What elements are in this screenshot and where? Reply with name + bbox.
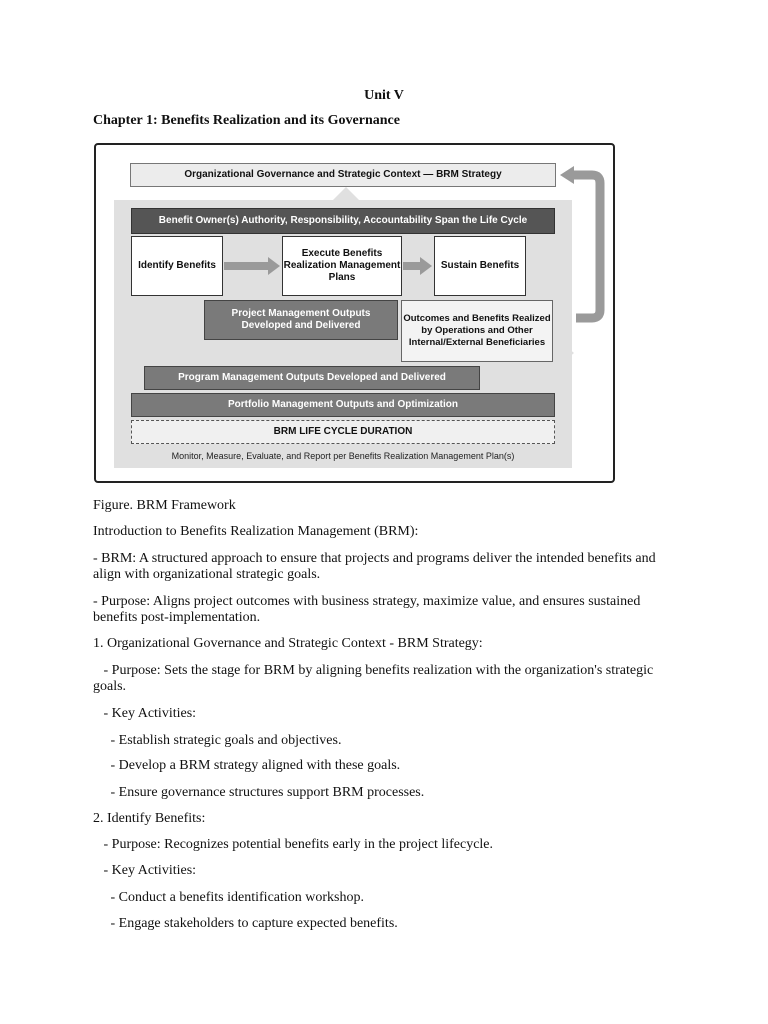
chapter-title: Chapter 1: Benefits Realization and its Governance	[93, 113, 400, 128]
section-1-activity: - Ensure governance structures support BRM processes.	[93, 785, 425, 800]
section-2-activity: - Engage stakeholders to capture expected benefits.	[93, 916, 398, 931]
section-2-heading: 2. Identify Benefits:	[93, 811, 206, 826]
lifecycle-duration-box: BRM LIFE CYCLE DURATION	[131, 420, 555, 444]
intro-heading: Introduction to Benefits Realization Management (BRM):	[93, 524, 419, 539]
arrow-right-icon	[420, 257, 432, 275]
arrow-right-icon	[268, 257, 280, 275]
portfolio-outputs-bar: Portfolio Management Outputs and Optimization	[131, 393, 555, 417]
brm-definition: - BRM: A structured approach to ensure that projects and programs deliver the intended benefits and align with organizational strategic goals.	[93, 551, 660, 582]
feedback-loop-arrow	[556, 163, 616, 363]
section-1-activity: - Establish strategic goals and objectives.	[93, 733, 342, 748]
brm-framework-figure	[94, 143, 615, 483]
section-1-activity: - Develop a BRM strategy aligned with these goals.	[93, 758, 401, 773]
arrow-execute-sustain-body	[403, 262, 421, 270]
section-2-key-activities: - Key Activities:	[93, 863, 197, 878]
section-2-purpose: - Purpose: Recognizes potential benefits early in the project lifecycle.	[93, 837, 494, 852]
outcomes-box: Outcomes and Benefits Realized by Operations and Other Internal/External Beneficiaries	[401, 300, 553, 362]
project-outputs-box: Project Management Outputs Developed and Delivered	[204, 300, 398, 340]
brm-purpose: - Purpose: Aligns project outcomes with business strategy, maximize value, and ensures sustained benefits post-implementation.	[93, 594, 644, 625]
monitor-caption: Monitor, Measure, Evaluate, and Report per Benefits Realization Management Plan(s)	[171, 451, 515, 461]
sustain-benefits-box: Sustain Benefits	[434, 236, 526, 296]
section-1-purpose: - Purpose: Sets the stage for BRM by aligning benefits realization with the organization's strategic goals.	[93, 663, 657, 694]
program-outputs-bar: Program Management Outputs Developed and Delivered	[144, 366, 480, 390]
arrow-identify-execute-body	[224, 262, 270, 270]
figure-caption: Figure. BRM Framework	[93, 498, 236, 513]
section-2-activity: - Conduct a benefits identification workshop.	[93, 890, 364, 905]
identify-benefits-box: Identify Benefits	[131, 236, 223, 296]
benefit-owner-bar: Benefit Owner(s) Authority, Responsibility, Accountability Span the Life Cycle	[131, 208, 555, 234]
execute-plans-box: Execute Benefits Realization Management Plans	[282, 236, 402, 296]
brm-strategy-box: Organizational Governance and Strategic Context — BRM Strategy	[130, 163, 556, 187]
unit-title: Unit V	[364, 88, 404, 103]
figure-background-peak	[332, 187, 360, 201]
section-1-heading: 1. Organizational Governance and Strategic Context - BRM Strategy:	[93, 636, 483, 651]
section-1-key-activities: - Key Activities:	[93, 706, 197, 721]
